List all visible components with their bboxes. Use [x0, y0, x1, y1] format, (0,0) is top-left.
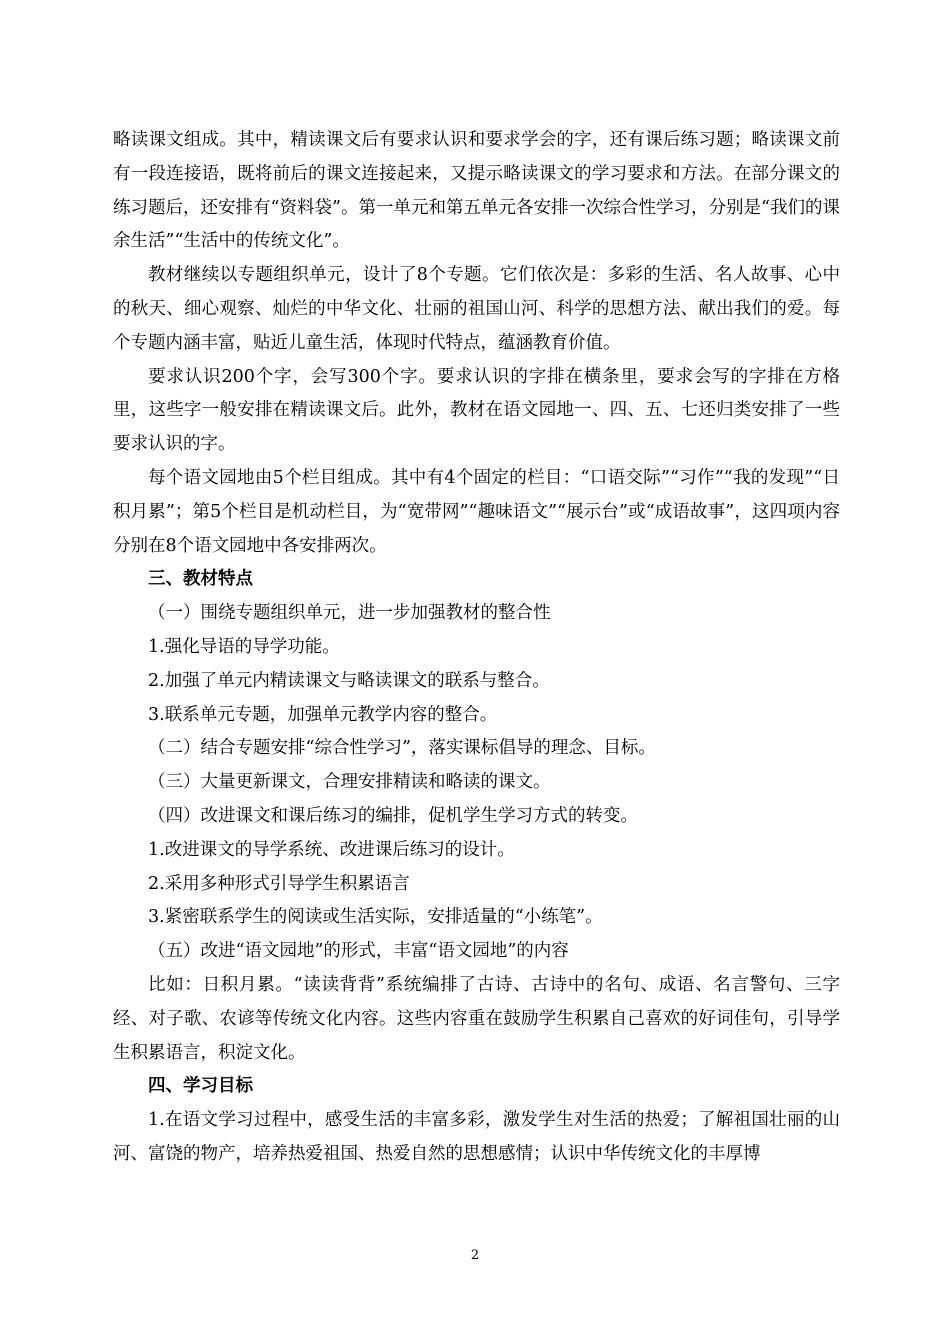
body-paragraph: 1.改进课文的导学系统、改进课后练习的设计。	[148, 839, 515, 860]
body-paragraph: 2.采用多种形式引导学生积累语言	[148, 873, 410, 894]
body-paragraph: 要求认识200个字，会写300个字。要求认识的字排在横条里，要求会写的字排在方格里，这些字一般安排在精读课文后。此外，教材在语文园地一、四、五、七还归类安排了一些要求认识的字。	[113, 366, 840, 455]
body-paragraph: 2.加强了单元内精读课文与略读课文的联系与整合。	[148, 670, 550, 691]
body-paragraph: （四）改进课文和课后练习的编排，促机学生学习方式的转变。	[148, 805, 638, 826]
section-heading: 四、学习目标	[148, 1076, 253, 1097]
body-paragraph: 3.紧密联系学生的阅读或生活实际，安排适量的“小练笔”。	[148, 907, 603, 928]
body-paragraph: （一）围绕专题组织单元，进一步加强教材的整合性	[148, 603, 551, 624]
body-paragraph: 1.强化导语的导学功能。	[148, 636, 340, 657]
body-paragraph: 教材继续以专题组织单元，设计了8个专题。它们依次是：多彩的生活、名人故事、心中的秋天、细心观察、灿烂的中华文化、壮丽的祖国山河、科学的思想方法、献出我们的爱。每个专题内涵丰富，贴近儿童生活，体现时代特点，蕴涵教育价值。	[113, 265, 840, 353]
body-paragraph: 每个语文园地由5个栏目组成。其中有4个固定的栏目：“口语交际”“习作”“我的发现”“日积月累”；第5个栏目是机动栏目，为“宽带网”“趣味语文”“展示台”或“成语故事”，这四项内容分别在8个语文园地中各安排两次。	[113, 467, 840, 556]
body-paragraph: （二）结合专题安排“综合性学习”，落实课标倡导的理念、目标。	[148, 738, 656, 759]
section-heading: 三、教材特点	[148, 569, 253, 590]
body-paragraph: （三）大量更新课文，合理安排精读和略读的课文。	[148, 772, 551, 793]
body-paragraph: 1.在语文学习过程中，感受生活的丰富多彩，激发学生对生活的热爱；了解祖国壮丽的山河、富饶的物产，培养热爱祖国、热爱自然的思想感情；认识中华传统文化的丰厚博	[113, 1110, 840, 1164]
page-number: 2	[470, 1248, 480, 1263]
body-paragraph: 比如：日积月累。“读读背背”系统编排了古诗、古诗中的名句、成语、名言警句、三字经、对子歌、农谚等传统文化内容。这些内容重在鼓励学生积累自己喜欢的好词佳句，引导学生积累语言，积淀文化。	[113, 974, 840, 1063]
page-body	[113, 124, 840, 1172]
body-paragraph: 略读课文组成。其中，精读课文后有要求认识和要求学会的字，还有课后练习题；略读课文前有一段连接语，既将前后的课文连接起来，又提示略读课文的学习要求和方法。在部分课文的练习题后，还安排有“资料袋”。第一单元和第五单元各安排一次综合性学习，分别是“我们的课余生活”“生活中的传统文化”。	[113, 130, 840, 252]
body-paragraph: 3.联系单元专题，加强单元教学内容的整合。	[148, 704, 498, 725]
body-paragraph: （五）改进“语文园地”的形式，丰富“语文园地”的内容	[148, 941, 569, 962]
